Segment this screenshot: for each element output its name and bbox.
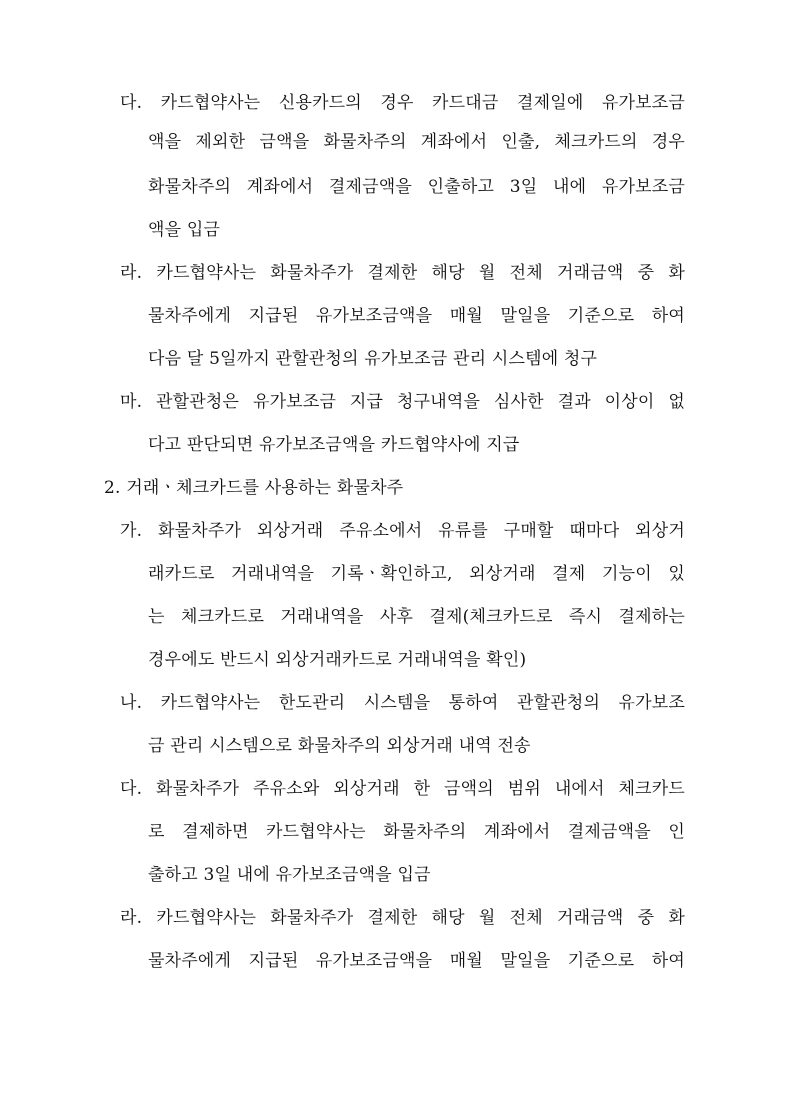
item-na-line-2: 금 관리 시스템으로 화물차주의 외상거래 내역 전송 [148,736,531,756]
item-ga-line-2: 래카드로 거래내역을 기록ㆍ확인하고, 외상거래 결제 기능이 있 [148,564,685,584]
item-ra-line-2: 물차주에게 지급된 유가보조금액을 매월 말일을 기준으로 하여 [148,306,685,326]
item-da-line-4: 액을 입금 [148,220,221,240]
item-na-line-1: 나. 카드협약사는 한도관리 시스템을 통하여 관할관청의 유가보조 [120,693,685,713]
item-ga-line-3: 는 체크카드로 거래내역을 사후 결제(체크카드로 즉시 결제하는 [148,607,685,627]
item-ra2-line-2: 물차주에게 지급된 유가보조금액을 매월 말일을 기준으로 하여 [148,951,685,971]
item-da-line-1: 다. 카드협약사는 신용카드의 경우 카드대금 결제일에 유가보조금 [120,93,685,113]
item-da-line-2: 액을 제외한 금액을 화물차주의 계좌에서 인출, 체크카드의 경우 [148,132,685,152]
item-ma-line-1: 마. 관할관청은 유가보조금 지급 청구내역을 심사한 결과 이상이 없 [120,392,685,412]
item-ra2-line-1: 라. 카드협약사는 화물차주가 결제한 해당 월 전체 거래금액 중 화 [120,908,685,928]
item-da2-line-1: 다. 화물차주가 주유소와 외상거래 한 금액의 범위 내에서 체크카드 [120,779,685,799]
section-2-heading: 2. 거래ㆍ체크카드를 사용하는 화물차주 [104,478,404,498]
item-ga-line-1: 가. 화물차주가 외상거래 주유소에서 유류를 구매할 때마다 외상거 [120,521,685,541]
item-ga-line-4: 경우에도 반드시 외상거래카드로 거래내역을 확인) [148,650,527,670]
item-da2-line-3: 출하고 3일 내에 유가보조금액을 입금 [148,865,431,885]
item-ra-line-1: 라. 카드협약사는 화물차주가 결제한 해당 월 전체 거래금액 중 화 [120,263,685,283]
item-da2-line-2: 로 결제하면 카드협약사는 화물차주의 계좌에서 결제금액을 인 [148,822,685,842]
item-da-line-3: 화물차주의 계좌에서 결제금액을 인출하고 3일 내에 유가보조금 [148,177,685,197]
item-ra-line-3: 다음 달 5일까지 관할관청의 유가보조금 관리 시스템에 청구 [148,349,598,369]
item-ma-line-2: 다고 판단되면 유가보조금액을 카드협약사에 지급 [148,435,520,455]
